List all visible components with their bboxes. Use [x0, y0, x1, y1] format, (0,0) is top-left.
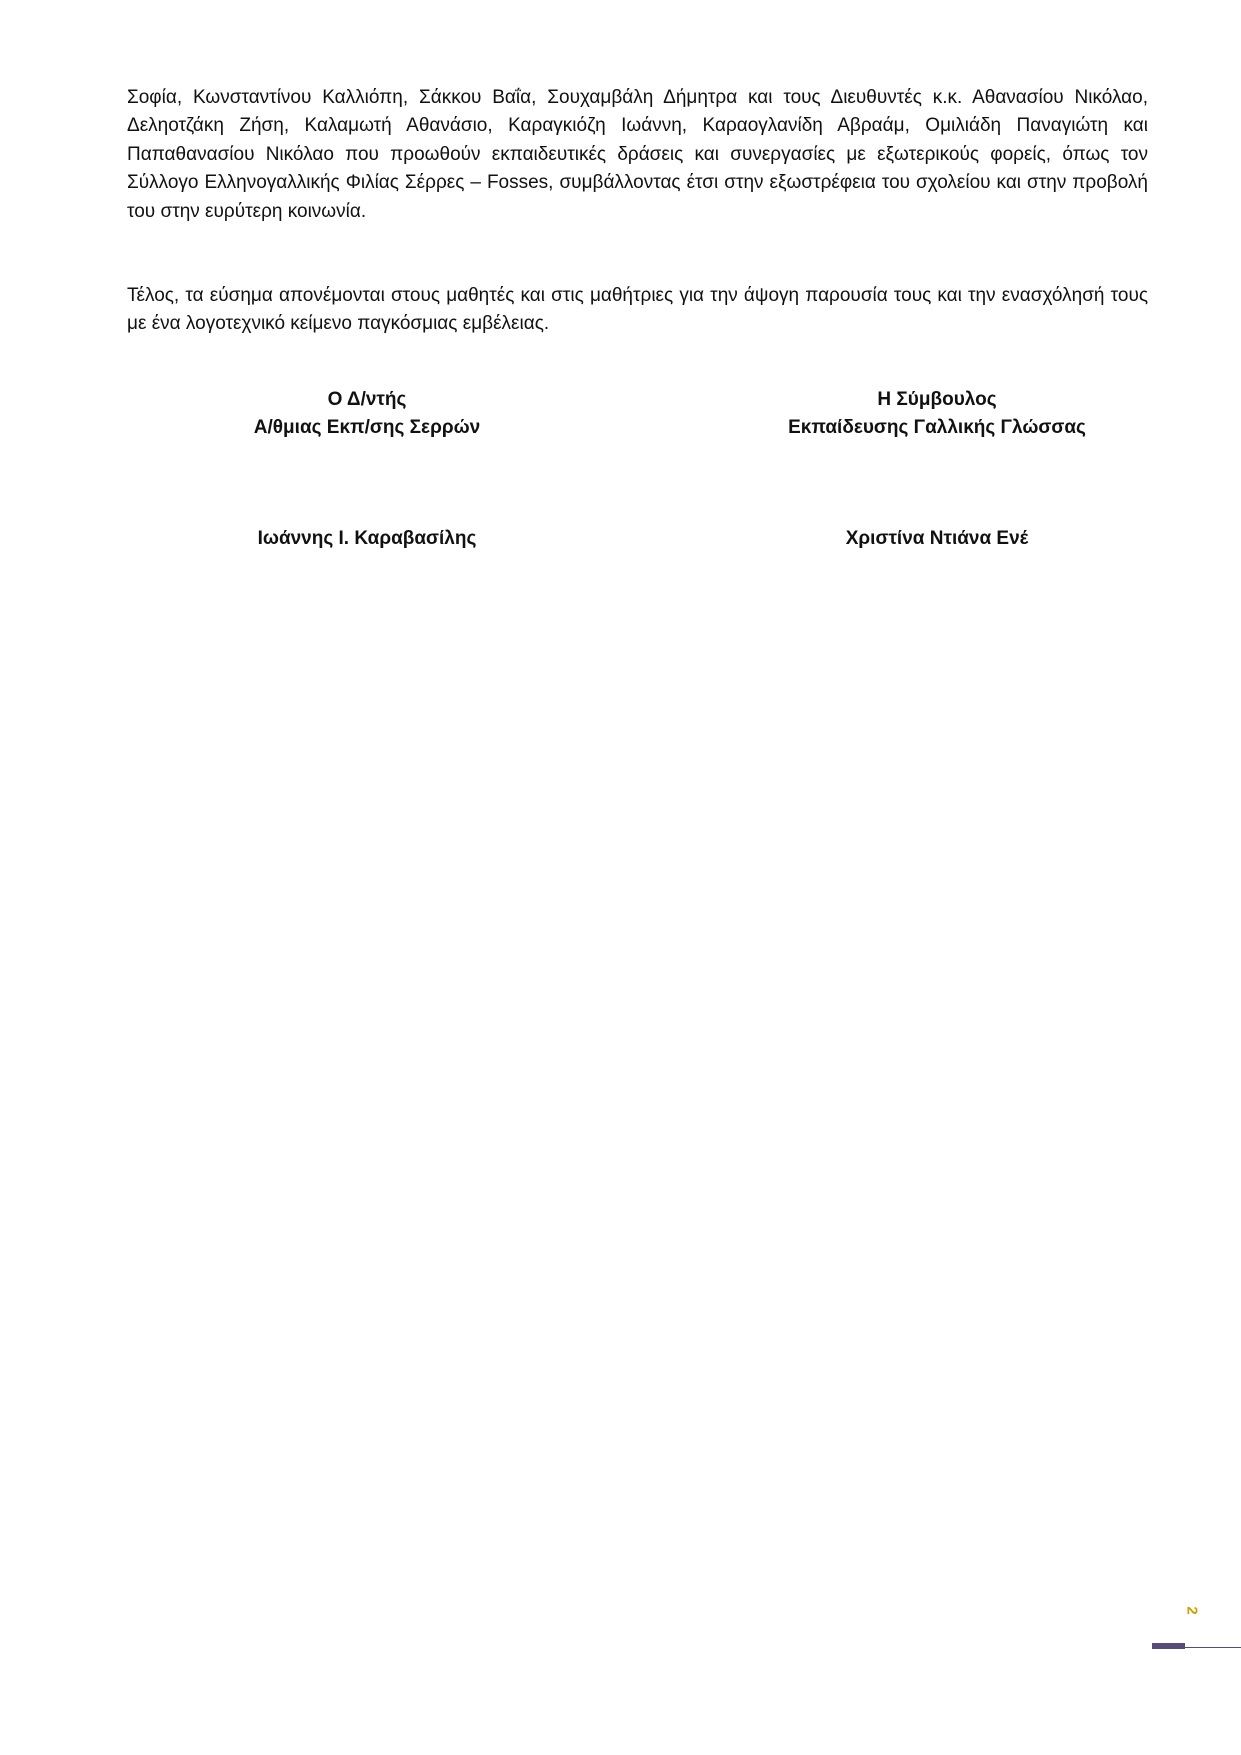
- signature-right-office: Εκπαίδευσης Γαλλικής Γλώσσας: [788, 417, 1086, 439]
- signature-left-title: Ο Δ/ντής: [327, 389, 407, 410]
- signature-left-name: Ιωάννης Ι. Καραβασίλης: [257, 527, 477, 549]
- signature-right-name: Χριστίνα Ντιάνα Ενέ: [845, 527, 1029, 549]
- signature-left: [227, 386, 507, 553]
- signature-right-title: Η Σύμβουλος: [877, 389, 997, 410]
- body-paragraph-2: Τέλος, τα εύσημα απονέμονται στους μαθητές και στις μαθήτριες για την άψογη παρουσία τους και την ενασχόλησή τους με ένα λογοτεχνικό κείμενο παγκόσμιας εμβέλειας.: [127, 285, 1148, 335]
- footer-accent-bar: [1152, 1643, 1185, 1649]
- page-number: 2: [1183, 1606, 1201, 1615]
- body-paragraph-1: Σοφία, Κωνσταντίνου Καλλιόπη, Σάκκου Βαΐα, Σουχαμβάλη Δήμητρα και τους Διευθυντές κ.κ. Αθανασίου Νικόλαο, Δεληοτζάκη Ζήση, Καλαμωτή Αθανάσιο, Καραγκιόζη Ιωάννη, Καραογλανίδη Αβραάμ, Ομιλιάδη Παναγιώτη και Παπαθανασίου Νικόλαο που προωθούν εκπαιδευτικές δράσεις και συνεργασίες με εξωτερικούς φορείς, όπως τον Σύλλογο Ελληνογαλλικής Φιλίας Σέρρες – Fosses, συμβάλλοντας έτσι στην εξωστρέφεια του σχολείου και στην προβολή του στην ευρύτερη κοινωνία.: [127, 87, 1148, 222]
- signature-left-office: Α/θμιας Εκπ/σης Σερρών: [253, 417, 481, 439]
- signature-right: [707, 386, 1167, 553]
- document-body: [127, 84, 1148, 339]
